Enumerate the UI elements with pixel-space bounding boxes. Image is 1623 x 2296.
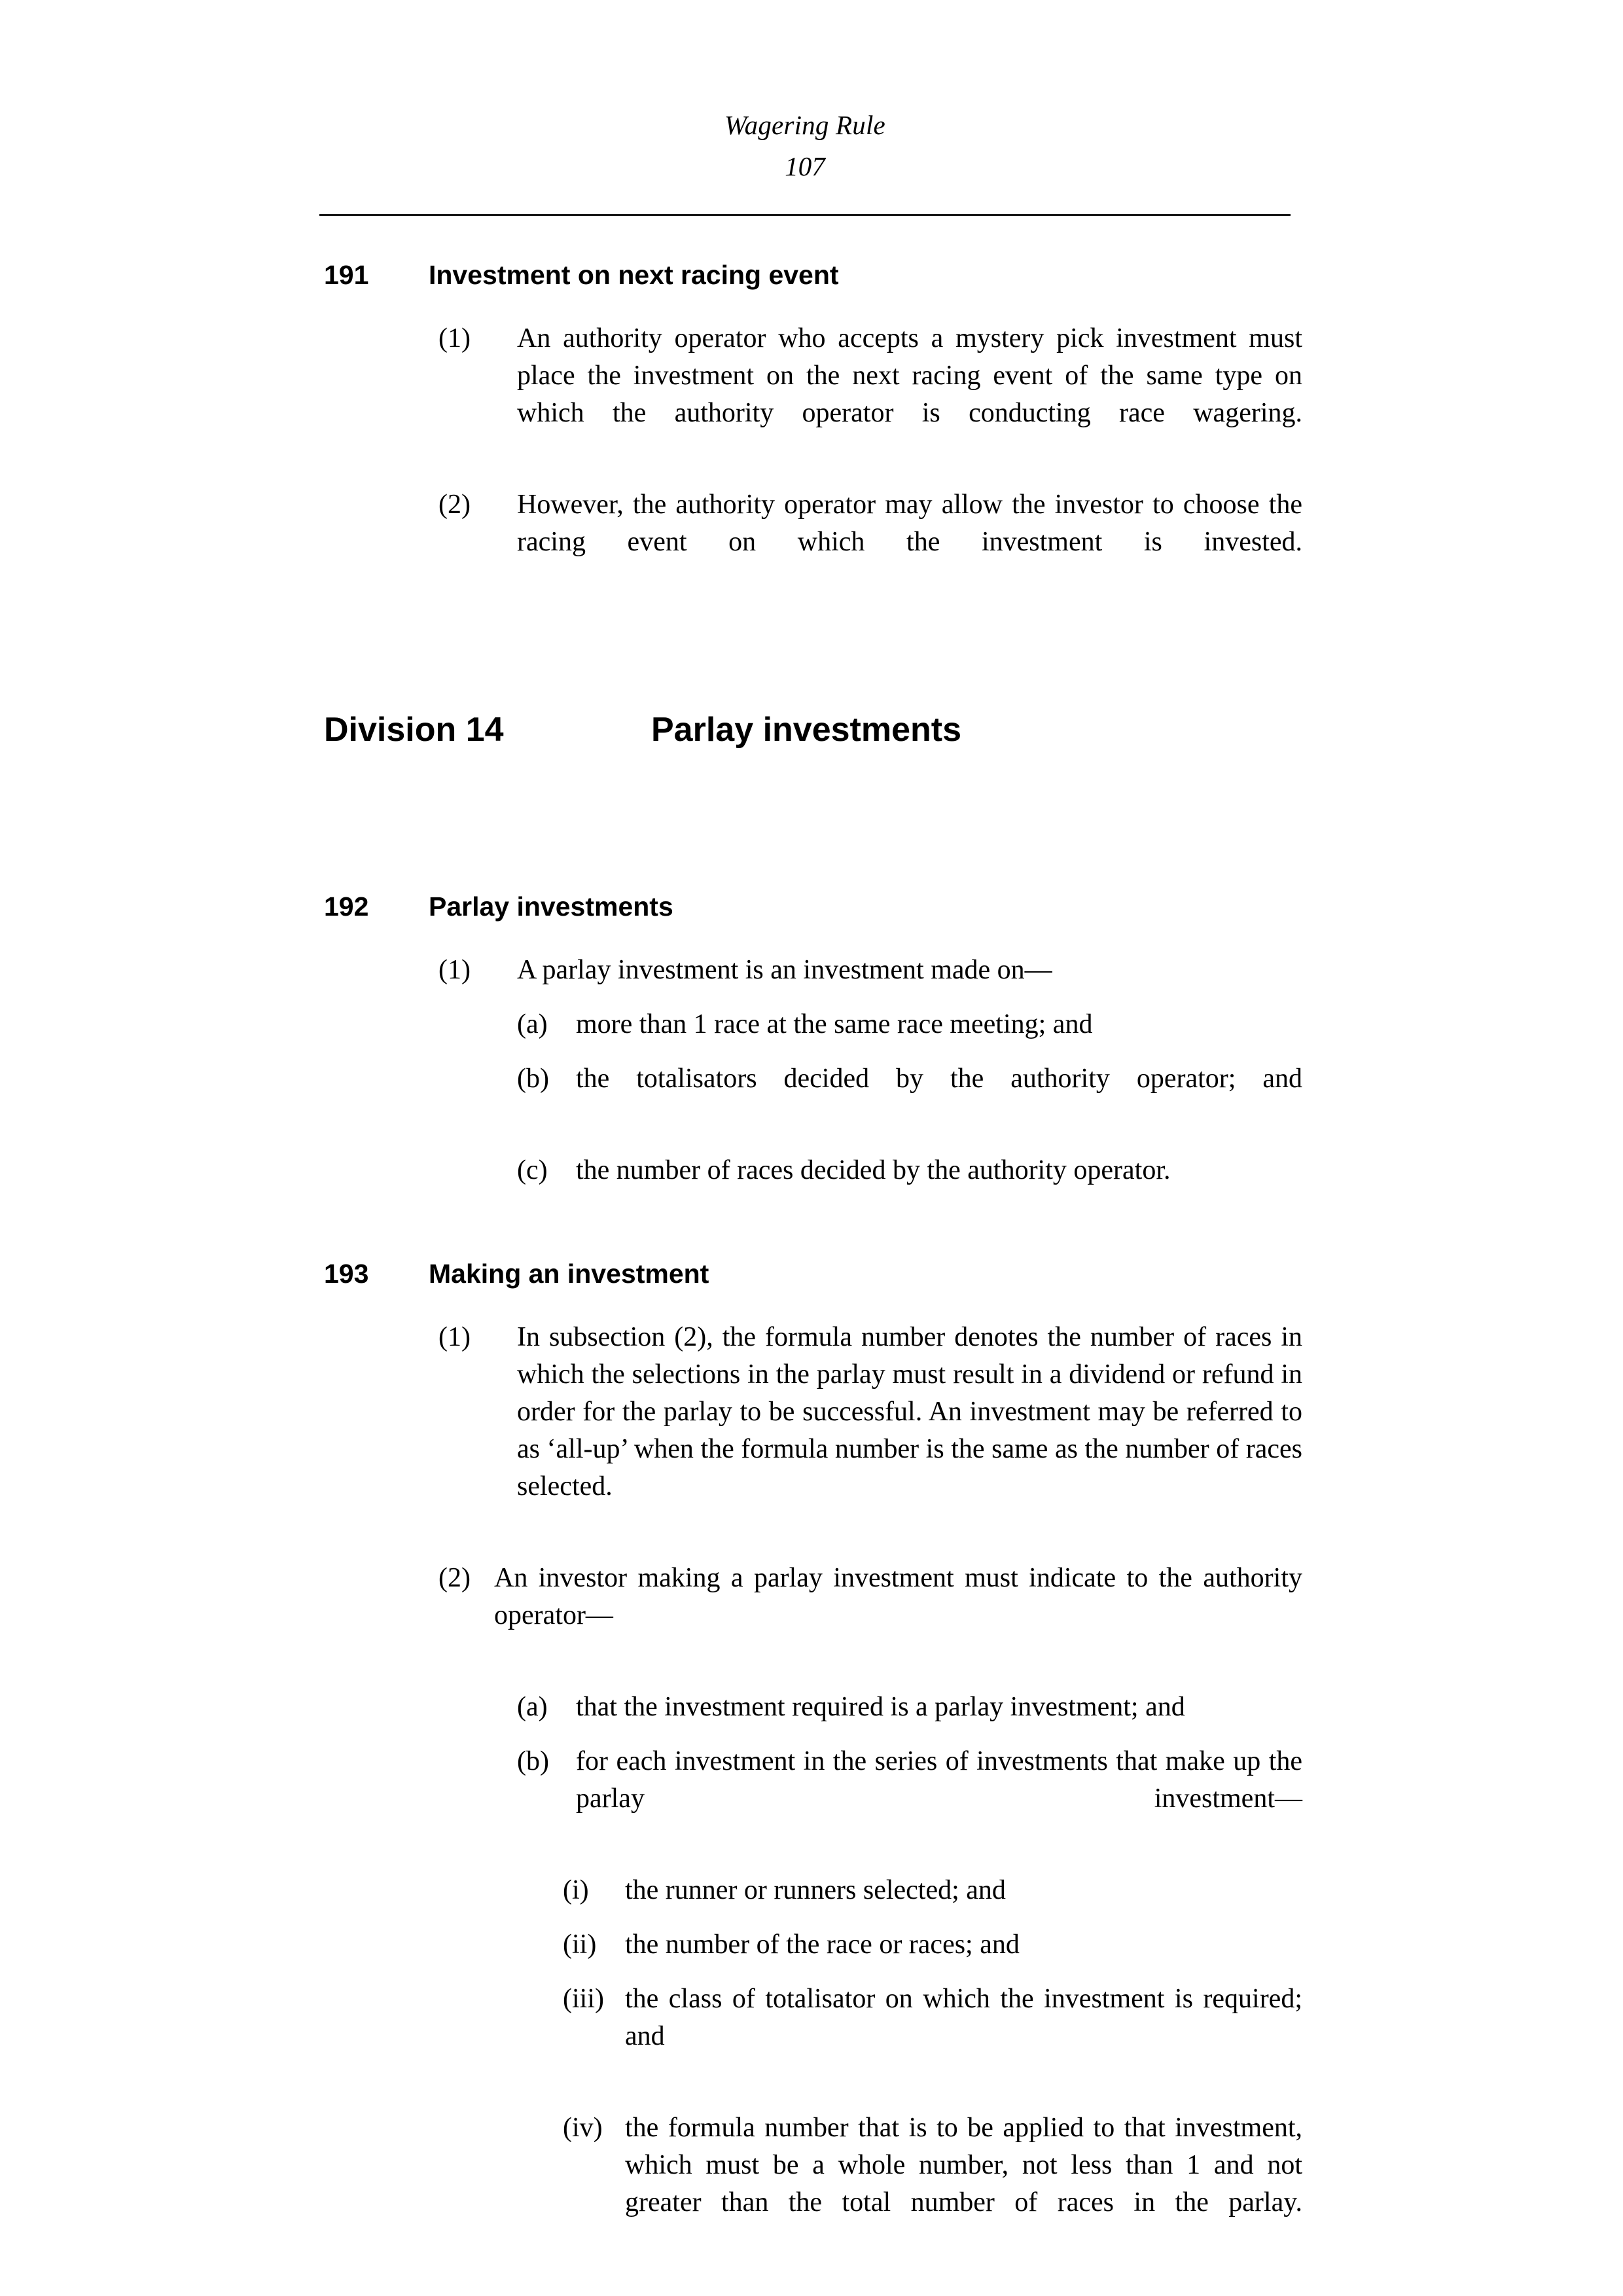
division-label: Division 14 <box>324 711 504 749</box>
division-heading-14 <box>0 709 1623 750</box>
paragraph-marker: (a) <box>517 1009 548 1039</box>
header-divider-rule <box>319 214 1291 216</box>
subsection-text: An authority operator who accepts a mystery pick investment must place the investment on the next racing event of the same type on which the authority operator is conducting race wagering. <box>517 323 1302 428</box>
section-title-191: Investment on next racing event <box>429 260 839 290</box>
subsection-193-1 <box>438 1319 1302 1543</box>
paragraph-marker: (b) <box>517 1746 549 1776</box>
subsection-192-1 <box>438 952 1302 989</box>
subsection-marker: (1) <box>438 1322 471 1352</box>
subparagraph-193-2-b-iii <box>563 1981 1302 2092</box>
subparagraph-text: the runner or runners selected; and <box>625 1875 1006 1905</box>
division-title: Parlay investments <box>651 711 962 749</box>
section-heading-192 <box>0 890 1623 923</box>
paragraph-192-1-c <box>517 1152 1302 1189</box>
subsection-marker: (2) <box>438 490 471 520</box>
subsection-text: In subsection (2), the formula number denotes the number of races in which the selections in the parlay must result in a dividend or refund in order for the parlay to be successful. An investment may be referred to as ‘all-up’ when the formula number is the same as the number of races selected. <box>517 1322 1302 1501</box>
subparagraph-193-2-b-ii <box>563 1926 1302 1964</box>
paragraph-marker: (a) <box>517 1692 548 1722</box>
subparagraph-text: the number of the race or races; and <box>625 1929 1020 1960</box>
paragraph-marker: (c) <box>517 1155 548 1185</box>
subsection-text: However, the authority operator may allow the investor to choose the racing event on which the investment is invested. <box>517 490 1302 557</box>
subsection-marker: (1) <box>438 323 471 353</box>
paragraph-192-1-b <box>517 1060 1302 1135</box>
subsection-marker: (1) <box>438 955 471 985</box>
section-number-191: 191 <box>324 260 369 290</box>
paragraph-marker: (b) <box>517 1064 549 1094</box>
section-title-193: Making an investment <box>429 1259 709 1289</box>
section-number-193: 193 <box>324 1259 369 1289</box>
subparagraph-marker: (iv) <box>563 2113 603 2143</box>
subsection-191-2 <box>438 486 1302 598</box>
subparagraph-marker: (i) <box>563 1875 589 1905</box>
paragraph-192-1-a <box>517 1006 1302 1043</box>
section-number-192: 192 <box>324 891 369 922</box>
paragraph-text: the number of races decided by the authority operator. <box>576 1155 1171 1185</box>
paragraph-193-2-a <box>517 1689 1302 1726</box>
subparagraph-marker: (ii) <box>563 1929 597 1960</box>
section-title-192: Parlay investments <box>429 891 673 922</box>
paragraph-text: that the investment required is a parlay investment; and <box>576 1692 1185 1722</box>
subsection-191-1 <box>438 320 1302 469</box>
subparagraph-193-2-b-i <box>563 1872 1302 1909</box>
paragraph-193-2-b <box>517 1743 1302 1855</box>
running-header-title: Wagering Rule <box>724 110 885 140</box>
paragraph-text: more than 1 race at the same race meeting; and <box>576 1009 1093 1039</box>
document-body <box>0 259 1623 2259</box>
subsection-text: An investor making a parlay investment must indicate to the authority operator— <box>494 1563 1302 1630</box>
subparagraph-193-2-b-iv <box>563 2109 1302 2259</box>
subparagraph-text: the formula number that is to be applied to that investment, which must be a whole number, not less than 1 and not greater than the total number of races in the parlay. <box>625 2113 1302 2217</box>
section-heading-191 <box>0 259 1623 291</box>
page-number: 107 <box>785 151 825 181</box>
section-heading-193 <box>0 1257 1623 1290</box>
running-header <box>319 105 1291 187</box>
subsection-193-2 <box>438 1560 1302 1672</box>
subsection-text: A parlay investment is an investment made on— <box>517 955 1052 985</box>
subsection-marker: (2) <box>438 1563 471 1593</box>
subparagraph-text: the class of totalisator on which the investment is required; and <box>625 1984 1302 2051</box>
subparagraph-marker: (iii) <box>563 1984 604 2014</box>
paragraph-text: the totalisators decided by the authority operator; and <box>576 1064 1302 1094</box>
paragraph-text: for each investment in the series of investments that make up the parlay investment— <box>576 1746 1302 1814</box>
